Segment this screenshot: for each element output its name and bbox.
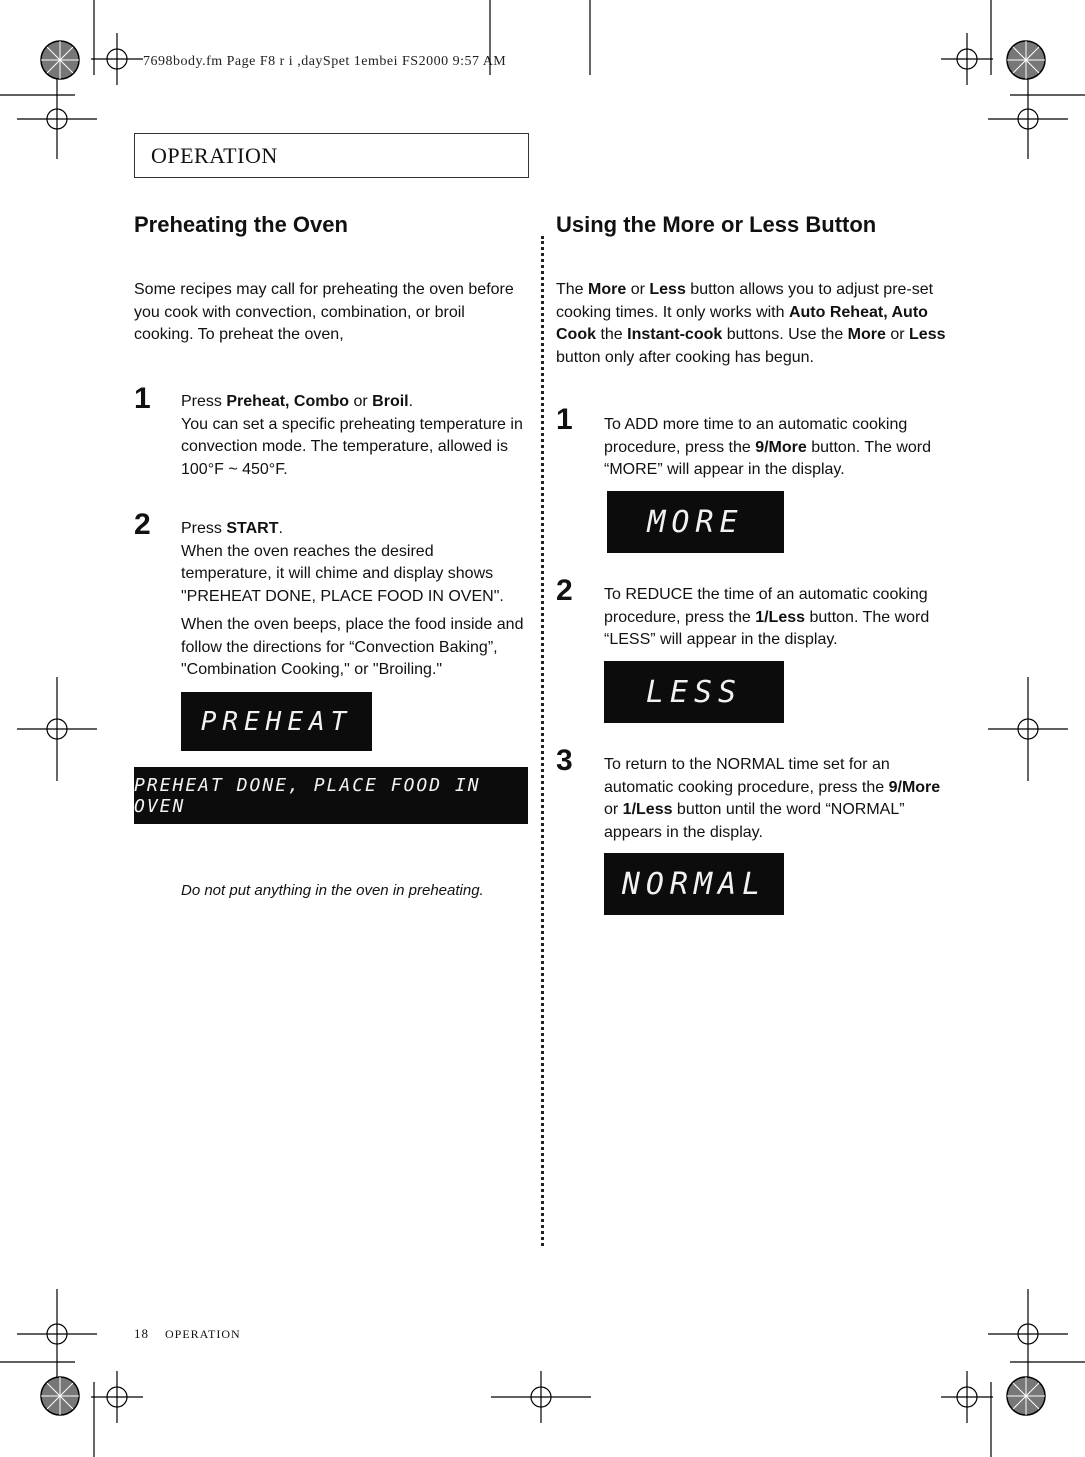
crosshair-icon xyxy=(17,79,97,159)
starburst-icon xyxy=(1007,1377,1045,1415)
step-text: Press xyxy=(181,520,227,537)
button-name: 1/Less xyxy=(755,608,806,626)
button-name: More xyxy=(847,326,886,343)
button-name: Instant-cook xyxy=(627,326,723,343)
step-detail: When the oven beeps, place the food inside and follow the directions for “Convection Baking”, "Combination Cooking," or "Broiling." xyxy=(181,616,524,678)
starburst-icon xyxy=(41,1377,79,1415)
intro-text: buttons. Use the xyxy=(722,326,848,343)
preheat-note: Do not put anything in the oven in preheating. xyxy=(181,882,484,899)
display-more: MORE xyxy=(607,491,784,553)
button-name: 1/Less xyxy=(622,801,673,818)
crosshair-icon xyxy=(91,1371,143,1423)
button-name: Less xyxy=(909,326,946,343)
page-footer xyxy=(134,1326,241,1342)
crosshair-icon xyxy=(91,33,143,85)
intro-text: or xyxy=(626,281,650,298)
step-text: button. The word “LESS” will appear in the display. xyxy=(604,608,930,648)
right-step1 xyxy=(604,414,949,482)
step-text: To REDUCE the time of an automatic cooking procedure, press the xyxy=(604,586,928,626)
footer-label: OPERATION xyxy=(165,1327,241,1341)
step-text: Press xyxy=(181,393,227,410)
step-number: 2 xyxy=(134,508,151,541)
step-text: To ADD more time to an automatic cooking procedure, press the xyxy=(604,416,908,456)
intro-text: button allows you to adjust pre-set cooking times. It only works with xyxy=(556,281,934,321)
step-detail: You can set a specific preheating temperature in convection mode. The temperature, allowed is 100°F ~ 450°F. xyxy=(181,415,523,478)
step-text: or xyxy=(349,393,373,410)
right-heading: Using the More or Less Button xyxy=(556,212,877,237)
intro-text: the xyxy=(596,326,628,343)
button-name: Broil xyxy=(372,393,409,410)
display-normal: NORMAL xyxy=(604,853,784,915)
step-text: or xyxy=(604,801,623,818)
crosshair-icon xyxy=(988,1289,1068,1379)
step-text: . xyxy=(278,520,283,537)
print-header-line: 7698body.fm Page F8 r i ,daySpet 1embei FS2000 9:57 AM xyxy=(143,54,507,69)
button-name: Preheat, Combo xyxy=(226,393,350,410)
button-name: More xyxy=(588,281,627,298)
crosshair-icon xyxy=(988,677,1068,781)
crosshair-icon xyxy=(988,79,1068,159)
left-intro: Some recipes may call for preheating the oven before you cook with convection, combination, or broil cooking. To preheat the oven, xyxy=(134,281,514,343)
display-preheat-done: PREHEAT DONE, PLACE FOOD IN OVEN xyxy=(134,767,528,824)
column-divider xyxy=(541,236,544,1246)
intro-text: The xyxy=(556,281,589,298)
button-name: 9/More xyxy=(888,778,941,796)
crosshair-icon xyxy=(941,33,993,85)
crosshair-icon xyxy=(941,1371,993,1423)
intro-text: or xyxy=(885,326,910,343)
right-intro xyxy=(556,279,951,369)
step-text: button. The word “MORE” will appear in the display. xyxy=(604,438,932,478)
display-preheat: PREHEAT xyxy=(181,692,372,751)
crosshair-icon xyxy=(491,1371,591,1423)
crosshair-icon xyxy=(17,677,97,781)
step-number: 1 xyxy=(556,403,573,436)
button-name: Less xyxy=(649,281,686,298)
left-step2 xyxy=(181,518,526,682)
step-number: 2 xyxy=(556,574,573,607)
section-header-box xyxy=(134,133,529,178)
step-text: To return to the NORMAL time set for an automatic cooking procedure, press the xyxy=(604,756,890,796)
left-step1 xyxy=(181,391,526,481)
button-name: 9/More xyxy=(755,438,807,456)
step-detail: When the oven reaches the desired temperature, it will chime and display shows "PREHEAT DONE, PLACE FOOD IN OVEN". xyxy=(181,542,504,605)
crosshair-icon xyxy=(17,1289,97,1379)
button-name: START xyxy=(226,520,279,537)
step-number: 3 xyxy=(556,744,573,777)
starburst-icon xyxy=(41,41,79,79)
display-less: LESS xyxy=(604,661,784,723)
section-title: OPERATION xyxy=(151,143,278,168)
step-number: 1 xyxy=(134,382,151,415)
step-text: . xyxy=(408,393,414,410)
right-step3 xyxy=(604,754,949,844)
left-heading: Preheating the Oven xyxy=(134,212,348,237)
right-step2 xyxy=(604,584,949,652)
starburst-icon xyxy=(1007,41,1045,79)
intro-text: button only after cooking has begun. xyxy=(556,348,814,366)
page-number: 18 xyxy=(134,1326,149,1341)
button-name: Auto Reheat, Auto Cook xyxy=(556,303,928,343)
step-text: button until the word “NORMAL” appears in the display. xyxy=(604,801,905,841)
